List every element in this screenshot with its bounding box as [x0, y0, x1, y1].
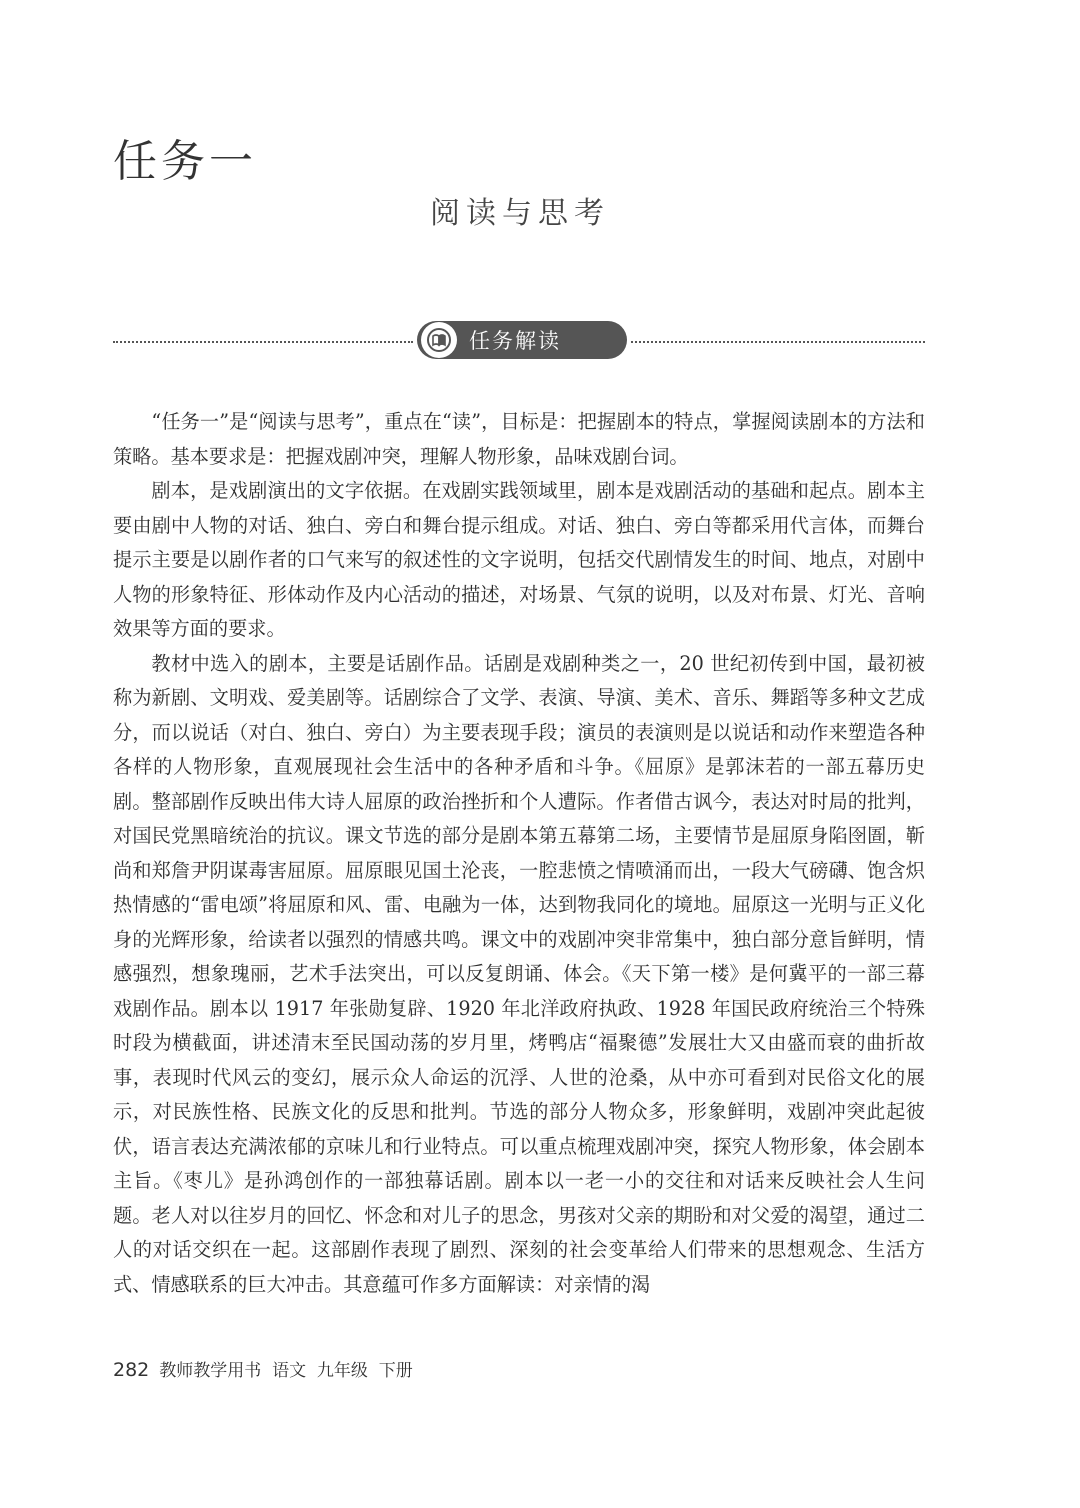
book-icon	[421, 322, 457, 358]
page-number: 282	[113, 1359, 150, 1381]
paragraph-intro: “任务一”是“阅读与思考”，重点在“读”，目标是：把握剧本的特点，掌握阅读剧本的方法和策略。基本要求是：把握戏剧冲突，理解人物形象，品味戏剧台词。	[113, 410, 925, 468]
dotted-rule-right	[631, 341, 925, 343]
book-info: 教师教学用书 语文 九年级 下册	[159, 1361, 413, 1381]
section-divider	[113, 318, 925, 364]
paragraph-script-definition: 剧本，是戏剧演出的文字依据。在戏剧实践领域里，剧本是戏剧活动的基础和起点。剧本主要由剧中人物的对话、独白、旁白和舞台提示组成。对话、独白、旁白等都采用代言体，而舞台提示主要是以剧作者的口气来写的叙述性的文字说明，包括交代剧情发生的时间、地点，对剧中人物的形象特征、形体动作及内心活动的描述，对场景、气氛的说明，以及对布景、灯光、音响效果等方面的要求。	[113, 479, 925, 640]
dotted-rule-left	[113, 341, 413, 343]
section-subtitle: 阅读与思考	[430, 196, 610, 231]
page-footer	[113, 1356, 413, 1381]
task-title: 任务一	[113, 136, 257, 187]
task-interpretation-badge	[417, 321, 627, 359]
badge-label: 任务解读	[469, 329, 561, 353]
paragraph-textbook-plays: 教材中选入的剧本，主要是话剧作品。话剧是戏剧种类之一，20 世纪初传到中国，最初被称为新剧、文明戏、爱美剧等。话剧综合了文学、表演、导演、美术、音乐、舞蹈等多种文艺成分，而以说话（对白、独白、旁白）为主要表现手段；演员的表演则是以说话和动作来塑造各种各样的人物形象，直观展现社会生活中的各种矛盾和斗争。《屈原》是郭沫若的一部五幕历史剧。整部剧作反映出伟大诗人屈原的政治挫折和个人遭际。作者借古讽今，表达对时局的批判，对国民党黑暗统治的抗议。课文节选的部分是剧本第五幕第二场，主要情节是屈原身陷囹圄，靳尚和郑詹尹阴谋毒害屈原。屈原眼见国土沦丧，一腔悲愤之情喷涌而出，一段大气磅礴、饱含炽热情感的“雷电颂”将屈原和风、雷、电融为一体，达到物我同化的境地。屈原这一光明与正义化身的光辉形象，给读者以强烈的情感共鸣。课文中的戏剧冲突非常集中，独白部分意旨鲜明，情感强烈，想象瑰丽，艺术手法突出，可以反复朗诵、体会。《天下第一楼》是何冀平的一部三幕戏剧作品。剧本以 1917 年张勋复辟、1920 年北洋政府执政、1928 年国民政府统治三个特殊时段为横截面，讲述清末至民国动荡的岁月里，烤鸭店“福聚德”发展壮大又由盛而衰的曲折故事，表现时代风云的变幻，展示众人命运的沉浮、人世的沧桑，从中亦可看到对民俗文化的展示，对民族性格、民族文化的反思和批判。节选的部分人物众多，形象鲜明，戏剧冲突此起彼伏，语言表达充满浓郁的京味儿和行业特点。可以重点梳理戏剧冲突，探究人物形象，体会剧本主旨。《枣儿》是孙鸿创作的一部独幕话剧。剧本以一老一小的交往和对话来反映社会人生问题。老人对以往岁月的回忆、怀念和对儿子的思念，男孩对父亲的期盼和对父爱的渴望，通过二人的对话交织在一起。这部剧作表现了剧烈、深刻的社会变革给人们带来的思想观念、生活方式、情感联系的巨大冲击。其意蕴可作多方面解读：对亲情的渴	[113, 651, 925, 1296]
body-text	[113, 405, 925, 1302]
